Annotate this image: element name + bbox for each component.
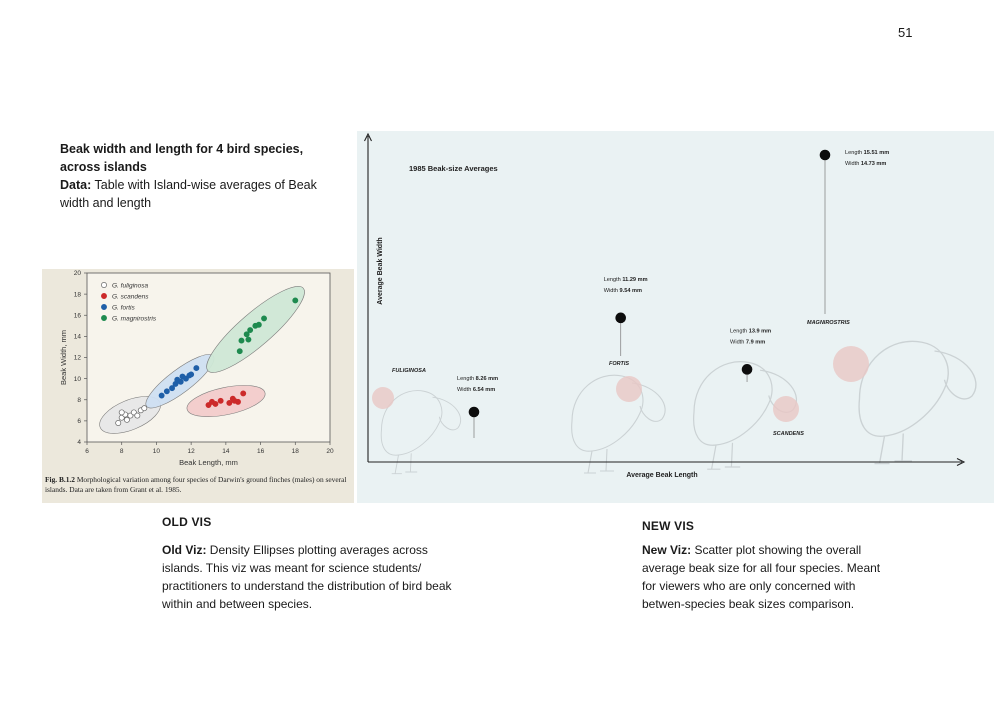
bird-legs-outline [875,434,913,464]
intro-data-label: Data: [60,178,92,192]
new-point-magnirostris [820,150,831,161]
old-vis-figure [42,269,354,503]
annotation-value: 11.29 mm [622,276,648,283]
annotation-value: 8.26 mm [475,376,499,382]
new-point-length-annotation [457,376,498,382]
old-desc-label: Old Viz: [162,543,207,557]
old-vis-description [162,541,462,613]
old-legend-marker [101,315,106,320]
old-x-tick-label: 18 [291,448,299,455]
annotation-value: 6.54 mm [472,387,496,393]
old-y-tick-label: 6 [77,418,81,426]
old-point [178,379,183,384]
new-point-width-annotation [604,288,642,294]
new-vis-chart [357,131,994,503]
old-point [256,322,261,327]
bird-sketch-illustration [859,341,976,463]
old-y-tick-label: 4 [77,439,81,447]
annotation-prefix: Length [730,328,749,335]
old-point [248,327,253,332]
old-point [237,349,242,354]
old-point [261,316,266,321]
new-point-width-annotation [457,387,495,393]
old-point [213,401,218,406]
new-point-fuliginosa [469,407,480,418]
old-legend-label: G. fortis [112,304,135,312]
old-caption-text: Morphological variation among four species of Darwin's ground finches (males) on several islands. Data are taken from Grant et al. 1985. [45,475,347,494]
old-legend-marker [101,282,106,287]
old-vis-chart [42,269,354,474]
annotation-value: 7.9 mm [745,339,766,346]
old-point [116,420,121,425]
old-point [246,337,251,342]
bird-head-outline [935,351,976,399]
old-x-tick-label: 14 [222,448,230,455]
annotation-prefix: Length [845,150,864,156]
old-y-tick-label: 8 [77,396,81,404]
new-point-scandens [742,364,753,375]
new-point-width-annotation [730,339,765,345]
bird-legs-outline [392,453,418,473]
intro-block [60,140,325,212]
page-number: 51 [898,25,913,40]
old-point [239,338,244,343]
new-point-length-annotation [604,277,648,283]
old-x-tick-label: 8 [119,448,124,455]
old-point [293,298,298,303]
new-chart-title: 1985 Beak-size Averages [409,164,498,173]
new-point-fortis [615,313,626,324]
old-y-axis-label: Beak Width, mm [59,329,68,386]
old-legend-label: G. fuliginosa [112,282,149,290]
old-caption-label: Fig. B.1.2 [45,475,75,484]
bird-head-outline [433,397,461,430]
new-point-width-annotation [845,161,886,167]
new-species-label: FORTIS [609,361,630,367]
old-legend-label: G. magnirostris [112,315,157,323]
new-vis-description [642,541,887,613]
beak-highlight-circle [773,396,799,422]
old-point [135,413,140,418]
old-point [119,410,124,415]
old-point [194,365,199,370]
annotation-prefix: Width [845,161,861,167]
old-y-tick-label: 12 [73,354,81,362]
intro-data-text: Table with Island-wise averages of Beak width and length [60,178,317,210]
new-desc-text: Scatter plot showing the overall average beak size for all four species. Meant for viewers who are only concerned with betwen-species beak sizes comparison. [642,543,881,611]
new-point-length-annotation [845,150,889,156]
annotation-prefix: Width [730,339,746,346]
bird-legs-outline [707,443,740,469]
bird-sketch-illustration [381,391,460,474]
new-x-axis-label: Average Beak Length [626,472,698,479]
old-vis-heading: OLD VIS [162,515,212,529]
old-y-tick-label: 20 [73,270,81,278]
new-species-label: MAGNIROSTRIS [807,320,850,326]
old-x-tick-label: 12 [187,448,195,455]
new-vis-heading: NEW VIS [642,519,695,533]
old-y-tick-label: 10 [73,375,81,383]
old-point [159,393,164,398]
old-point [235,399,240,404]
old-legend-marker [101,304,106,309]
old-vis-caption [45,475,351,494]
bird-body-outline [694,362,772,446]
intro-data-line [60,176,325,212]
annotation-prefix: Width [603,287,620,294]
new-species-label: FULIGINOSA [392,368,426,374]
annotation-prefix: Length [457,376,476,382]
old-desc-text: Density Ellipses plotting averages across islands. This viz was meant for science students/ practitioners to understand the distribution of bird beak within and between species. [162,543,452,611]
old-legend-label: G. scandens [112,293,149,301]
old-point [241,391,246,396]
new-y-axis-label: Average Beak Width [377,237,384,305]
old-y-tick-label: 18 [73,291,81,299]
annotation-prefix: Width [457,387,473,393]
annotation-value: 15.51 mm [863,150,890,156]
new-species-label: SCANDENS [773,431,804,437]
beak-highlight-circle [833,346,869,382]
new-desc-label: New Viz: [642,543,692,557]
beak-highlight-circle [372,387,394,409]
annotation-prefix: Length [603,276,623,283]
old-y-tick-label: 14 [73,333,81,341]
old-point [164,389,169,394]
old-x-tick-label: 16 [256,448,265,455]
new-vis-figure [357,131,994,503]
old-x-axis-label: Beak Length, mm [179,458,238,467]
old-legend-marker [101,293,106,298]
old-y-tick-label: 16 [73,312,81,320]
old-point [189,372,194,377]
old-point [142,406,147,411]
intro-title: Beak width and length for 4 bird species, across islands [60,142,304,174]
annotation-value: 9.54 mm [619,287,642,294]
annotation-value: 13.9 mm [748,328,772,335]
old-point [218,398,223,403]
beak-highlight-circle [616,376,642,402]
old-x-tick-label: 6 [85,448,89,455]
bird-body-outline [859,341,948,436]
old-x-tick-label: 20 [326,448,334,455]
bird-legs-outline [584,449,614,473]
annotation-value: 14.73 mm [860,161,887,167]
old-x-tick-label: 10 [152,448,161,455]
new-point-length-annotation [730,328,771,334]
